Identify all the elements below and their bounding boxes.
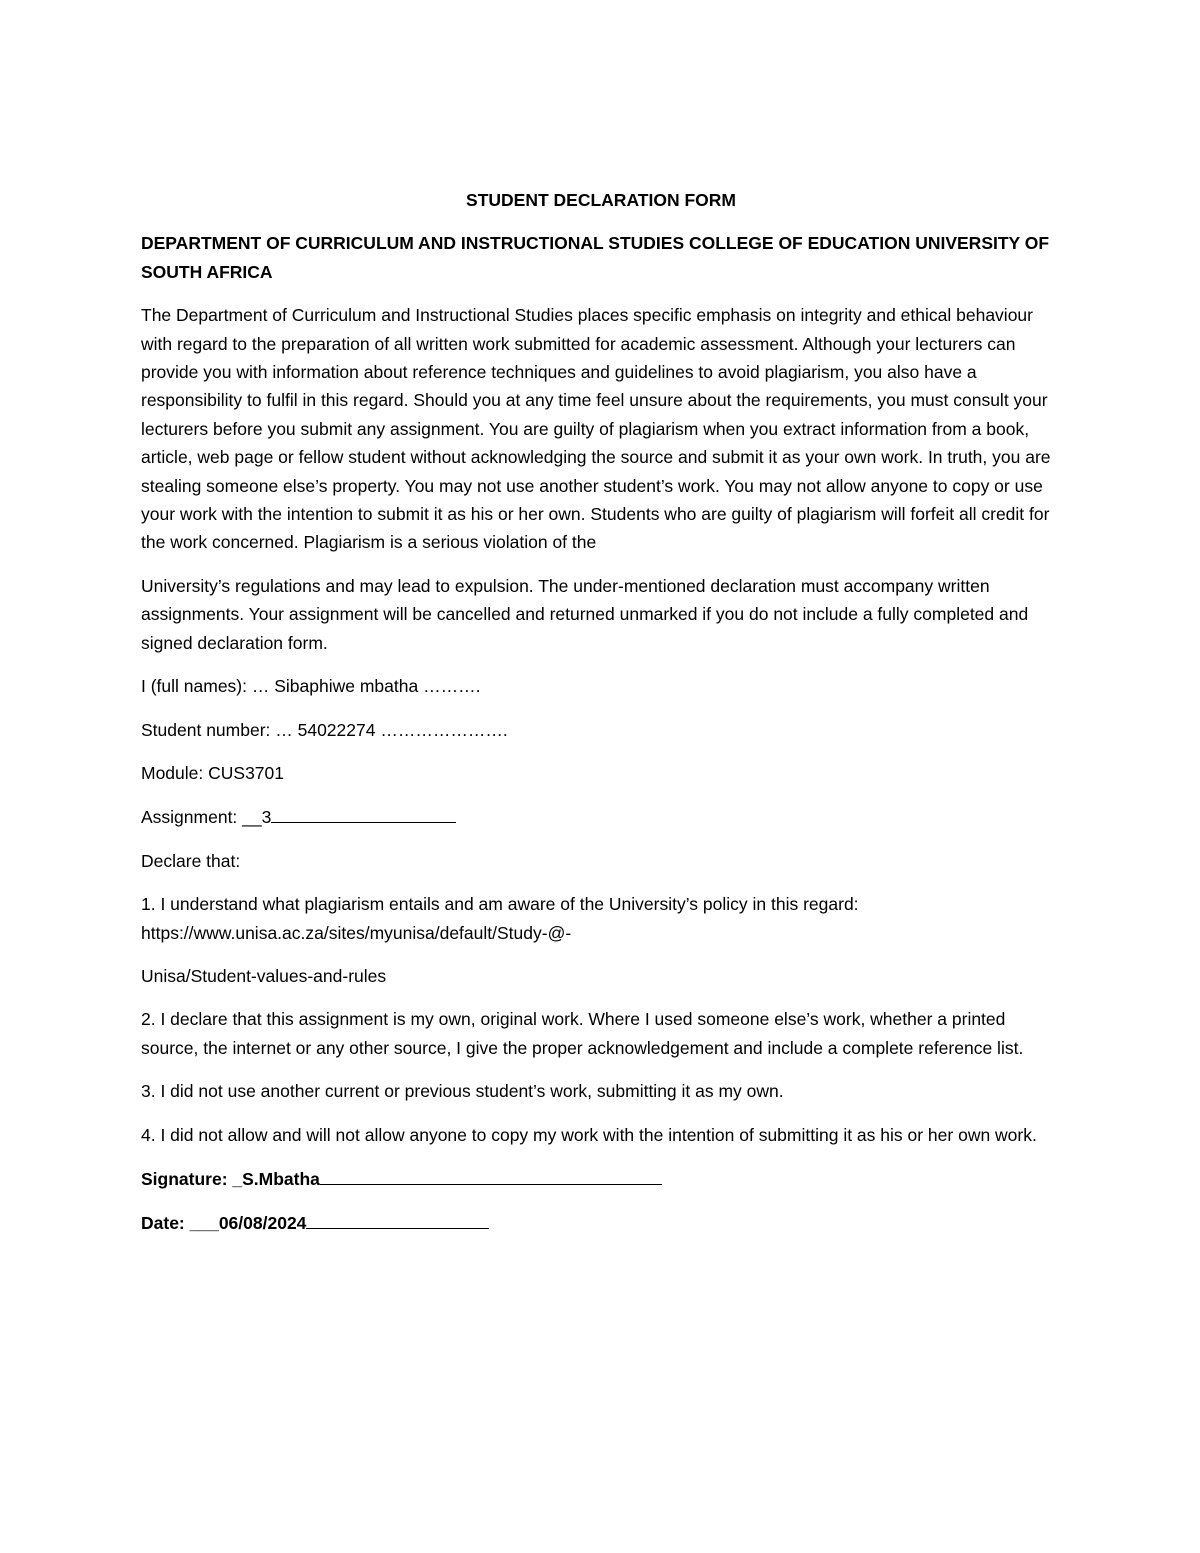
declaration-item-3: 3. I did not use another current or previous student’s work, submitting it as my own. [141, 1081, 784, 1102]
intro-paragraph-2: University’s regulations and may lead to expulsion. The under-mentioned declaration must accompany written assignments. Your assignment will be cancelled and returned unmarked if you do not include a fully completed and signed declaration form. [141, 575, 1029, 653]
declaration-item-4: 4. I did not allow and will not allow anyone to copy my work with the intention of submitting it as his or her own work. [141, 1124, 1037, 1145]
declare-label: Declare that: [141, 850, 241, 871]
full-names-field: I (full names): … Sibaphiwe mbatha ………. [141, 676, 481, 697]
declaration-item-1-continued: Unisa/Student-values-and-rules [141, 965, 387, 986]
intro-paragraph-1: The Department of Curriculum and Instructional Studies places specific emphasis on integrity and ethical behaviour with regard to the preparation of all written work submitted for academic assessment. Although your lecturers can provide you with information about reference techniques and guidelines to avoid plagiarism, you also have a responsibility to fulfil in this regard. Should you at any time feel unsure about the requirements, you must consult your lecturers before you submit any assignment. You are guilty of plagiarism when you extract information from a book, article, web page or fellow student without acknowledging the source and submit it as your own work. In truth, you are stealing someone else’s property. You may not use another student’s work. You may not allow anyone to copy or use your work with the intention to submit it as his or her own. Students who are guilty of plagiarism will forfeit all credit for the work concerned. Plagiarism is a serious violation of the [141, 305, 1051, 553]
date-field [141, 1208, 1061, 1237]
date-value: Date: ___06/08/2024 [141, 1213, 307, 1234]
assignment-value: Assignment: __3 [141, 807, 272, 828]
student-number-field: Student number: … 54022274 …………………. [141, 719, 508, 740]
assignment-field [141, 802, 1061, 831]
signature-underline [320, 1164, 662, 1185]
assignment-underline [271, 802, 456, 823]
department-heading: DEPARTMENT OF CURRICULUM AND INSTRUCTIONAL STUDIES COLLEGE OF EDUCATION UNIVERSITY OF SOUTH AFRICA [141, 233, 1050, 282]
declaration-item-1: 1. I understand what plagiarism entails and am aware of the University’s policy in this regard: https://www.unisa.ac.za/sites/myunisa/default/Study-@- [141, 894, 859, 943]
signature-value: Signature: _S.Mbatha [141, 1168, 320, 1189]
document-content [141, 186, 1061, 1253]
module-field: Module: CUS3701 [141, 762, 284, 783]
signature-field [141, 1164, 1061, 1193]
declaration-item-2: 2. I declare that this assignment is my own, original work. Where I used someone else’s work, whether a printed source, the internet or any other source, I give the proper acknowledgement and include a complete reference list. [141, 1009, 1024, 1058]
date-underline [306, 1208, 489, 1229]
form-title: STUDENT DECLARATION FORM [466, 190, 736, 210]
